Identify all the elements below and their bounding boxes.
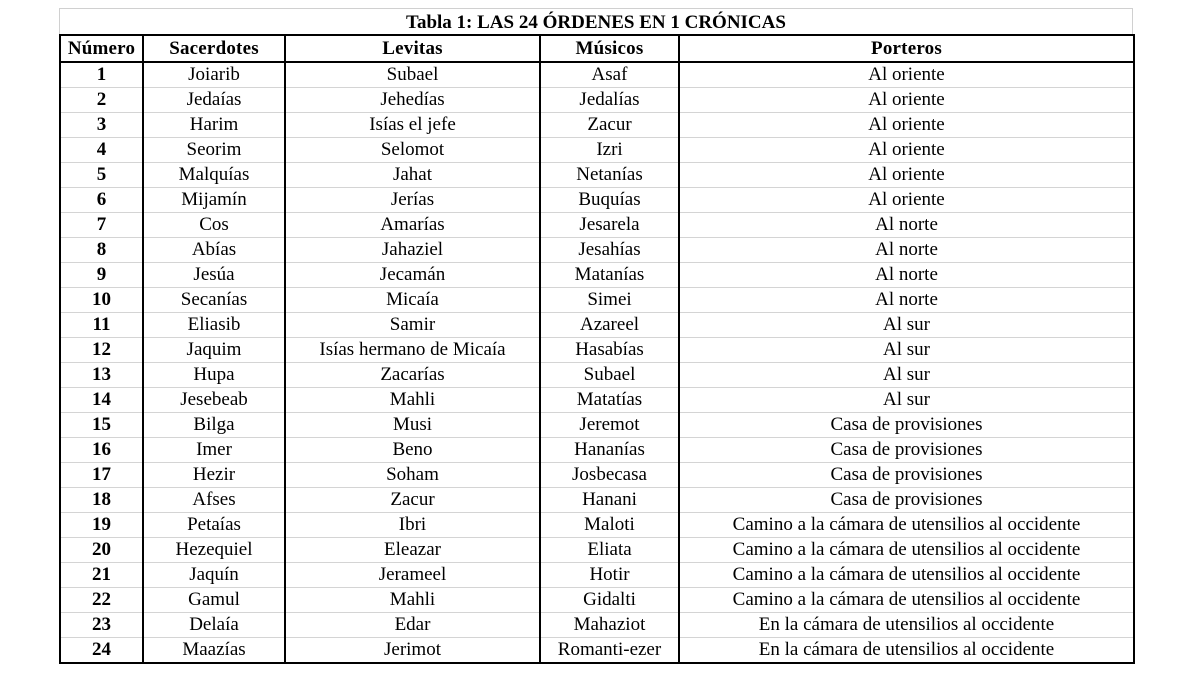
cell-numero: 1	[60, 62, 143, 88]
cell-numero: 9	[60, 263, 143, 288]
header-row	[60, 35, 1134, 62]
cell-numero: 2	[60, 88, 143, 113]
cell-sacerdote: Secanías	[143, 288, 285, 313]
cell-numero: 19	[60, 513, 143, 538]
cell-musico: Hotir	[540, 563, 679, 588]
cell-portero: Al norte	[679, 263, 1134, 288]
table-row	[60, 313, 1134, 338]
table-row	[60, 638, 1134, 664]
table-row	[60, 463, 1134, 488]
cell-portero: Al oriente	[679, 188, 1134, 213]
cell-levita: Isías el jefe	[285, 113, 540, 138]
cell-numero: 3	[60, 113, 143, 138]
cell-levita: Jerías	[285, 188, 540, 213]
cell-levita: Isías hermano de Micaía	[285, 338, 540, 363]
table-row	[60, 613, 1134, 638]
header-porteros: Porteros	[679, 35, 1134, 62]
table-row	[60, 113, 1134, 138]
orders-table	[59, 34, 1135, 664]
table-row	[60, 513, 1134, 538]
cell-musico: Eliata	[540, 538, 679, 563]
cell-musico: Mahaziot	[540, 613, 679, 638]
table-title: Tabla 1: LAS 24 ÓRDENES EN 1 CRÓNICAS	[59, 8, 1133, 34]
cell-portero: Al oriente	[679, 62, 1134, 88]
cell-musico: Matanías	[540, 263, 679, 288]
cell-levita: Soham	[285, 463, 540, 488]
cell-portero: En la cámara de utensilios al occidente	[679, 638, 1134, 664]
table-row	[60, 338, 1134, 363]
cell-numero: 11	[60, 313, 143, 338]
cell-sacerdote: Malquías	[143, 163, 285, 188]
orders-table-sheet	[59, 8, 1133, 664]
cell-sacerdote: Mijamín	[143, 188, 285, 213]
cell-levita: Eleazar	[285, 538, 540, 563]
cell-levita: Edar	[285, 613, 540, 638]
cell-levita: Jerimot	[285, 638, 540, 664]
table-row	[60, 488, 1134, 513]
cell-numero: 18	[60, 488, 143, 513]
cell-sacerdote: Hupa	[143, 363, 285, 388]
cell-musico: Jeremot	[540, 413, 679, 438]
table-row	[60, 438, 1134, 463]
cell-portero: Al sur	[679, 313, 1134, 338]
cell-portero: Camino a la cámara de utensilios al occidente	[679, 563, 1134, 588]
cell-levita: Mahli	[285, 388, 540, 413]
cell-levita: Ibri	[285, 513, 540, 538]
cell-musico: Netanías	[540, 163, 679, 188]
table-row	[60, 288, 1134, 313]
cell-sacerdote: Jaquim	[143, 338, 285, 363]
cell-levita: Zacur	[285, 488, 540, 513]
cell-sacerdote: Joiarib	[143, 62, 285, 88]
cell-sacerdote: Harim	[143, 113, 285, 138]
cell-sacerdote: Afses	[143, 488, 285, 513]
cell-sacerdote: Gamul	[143, 588, 285, 613]
cell-musico: Hasabías	[540, 338, 679, 363]
cell-musico: Subael	[540, 363, 679, 388]
cell-sacerdote: Maazías	[143, 638, 285, 664]
cell-musico: Josbecasa	[540, 463, 679, 488]
cell-musico: Jesahías	[540, 238, 679, 263]
cell-sacerdote: Eliasib	[143, 313, 285, 338]
table-row	[60, 538, 1134, 563]
table-row	[60, 213, 1134, 238]
cell-levita: Jehedías	[285, 88, 540, 113]
cell-numero: 8	[60, 238, 143, 263]
table-row	[60, 138, 1134, 163]
cell-numero: 23	[60, 613, 143, 638]
cell-levita: Musi	[285, 413, 540, 438]
cell-levita: Jahat	[285, 163, 540, 188]
cell-portero: Casa de provisiones	[679, 438, 1134, 463]
cell-numero: 17	[60, 463, 143, 488]
cell-musico: Asaf	[540, 62, 679, 88]
cell-musico: Maloti	[540, 513, 679, 538]
cell-musico: Buquías	[540, 188, 679, 213]
cell-portero: Casa de provisiones	[679, 463, 1134, 488]
cell-levita: Jerameel	[285, 563, 540, 588]
table-row	[60, 88, 1134, 113]
table-row	[60, 363, 1134, 388]
cell-sacerdote: Delaía	[143, 613, 285, 638]
cell-musico: Azareel	[540, 313, 679, 338]
cell-levita: Samir	[285, 313, 540, 338]
cell-levita: Amarías	[285, 213, 540, 238]
cell-numero: 4	[60, 138, 143, 163]
cell-sacerdote: Petaías	[143, 513, 285, 538]
cell-levita: Zacarías	[285, 363, 540, 388]
cell-sacerdote: Imer	[143, 438, 285, 463]
cell-sacerdote: Jesebeab	[143, 388, 285, 413]
cell-portero: Camino a la cámara de utensilios al occidente	[679, 513, 1134, 538]
cell-portero: Al norte	[679, 213, 1134, 238]
cell-portero: Al sur	[679, 363, 1134, 388]
cell-levita: Jahaziel	[285, 238, 540, 263]
cell-numero: 14	[60, 388, 143, 413]
cell-sacerdote: Hezequiel	[143, 538, 285, 563]
cell-portero: Casa de provisiones	[679, 488, 1134, 513]
cell-portero: Al oriente	[679, 88, 1134, 113]
table-row	[60, 188, 1134, 213]
cell-musico: Gidalti	[540, 588, 679, 613]
cell-numero: 22	[60, 588, 143, 613]
cell-portero: Camino a la cámara de utensilios al occidente	[679, 538, 1134, 563]
cell-numero: 16	[60, 438, 143, 463]
table-row	[60, 588, 1134, 613]
cell-musico: Simei	[540, 288, 679, 313]
cell-portero: Al norte	[679, 238, 1134, 263]
cell-sacerdote: Jesúa	[143, 263, 285, 288]
cell-musico: Izri	[540, 138, 679, 163]
cell-numero: 10	[60, 288, 143, 313]
table-row	[60, 263, 1134, 288]
cell-musico: Zacur	[540, 113, 679, 138]
cell-sacerdote: Cos	[143, 213, 285, 238]
cell-portero: Casa de provisiones	[679, 413, 1134, 438]
cell-portero: En la cámara de utensilios al occidente	[679, 613, 1134, 638]
cell-sacerdote: Jedaías	[143, 88, 285, 113]
header-levitas: Levitas	[285, 35, 540, 62]
header-musicos: Músicos	[540, 35, 679, 62]
cell-levita: Beno	[285, 438, 540, 463]
cell-portero: Al norte	[679, 288, 1134, 313]
table-row	[60, 388, 1134, 413]
cell-sacerdote: Abías	[143, 238, 285, 263]
cell-portero: Al oriente	[679, 138, 1134, 163]
cell-numero: 21	[60, 563, 143, 588]
cell-musico: Hananías	[540, 438, 679, 463]
cell-sacerdote: Jaquín	[143, 563, 285, 588]
cell-levita: Selomot	[285, 138, 540, 163]
cell-musico: Hanani	[540, 488, 679, 513]
cell-musico: Matatías	[540, 388, 679, 413]
table-row	[60, 163, 1134, 188]
table-row	[60, 238, 1134, 263]
cell-levita: Mahli	[285, 588, 540, 613]
cell-levita: Micaía	[285, 288, 540, 313]
cell-musico: Jedalías	[540, 88, 679, 113]
table-row	[60, 563, 1134, 588]
header-numero: Número	[60, 35, 143, 62]
cell-numero: 15	[60, 413, 143, 438]
cell-numero: 12	[60, 338, 143, 363]
table-body	[60, 62, 1134, 663]
table-row	[60, 62, 1134, 88]
cell-portero: Al sur	[679, 388, 1134, 413]
cell-musico: Jesarela	[540, 213, 679, 238]
header-sacerdotes: Sacerdotes	[143, 35, 285, 62]
cell-numero: 13	[60, 363, 143, 388]
cell-levita: Jecamán	[285, 263, 540, 288]
cell-musico: Romanti-ezer	[540, 638, 679, 664]
cell-sacerdote: Hezir	[143, 463, 285, 488]
cell-numero: 7	[60, 213, 143, 238]
cell-levita: Subael	[285, 62, 540, 88]
cell-numero: 24	[60, 638, 143, 664]
cell-sacerdote: Seorim	[143, 138, 285, 163]
cell-portero: Al oriente	[679, 163, 1134, 188]
cell-portero: Al sur	[679, 338, 1134, 363]
cell-portero: Camino a la cámara de utensilios al occidente	[679, 588, 1134, 613]
cell-sacerdote: Bilga	[143, 413, 285, 438]
cell-numero: 20	[60, 538, 143, 563]
cell-numero: 5	[60, 163, 143, 188]
table-row	[60, 413, 1134, 438]
cell-numero: 6	[60, 188, 143, 213]
cell-portero: Al oriente	[679, 113, 1134, 138]
